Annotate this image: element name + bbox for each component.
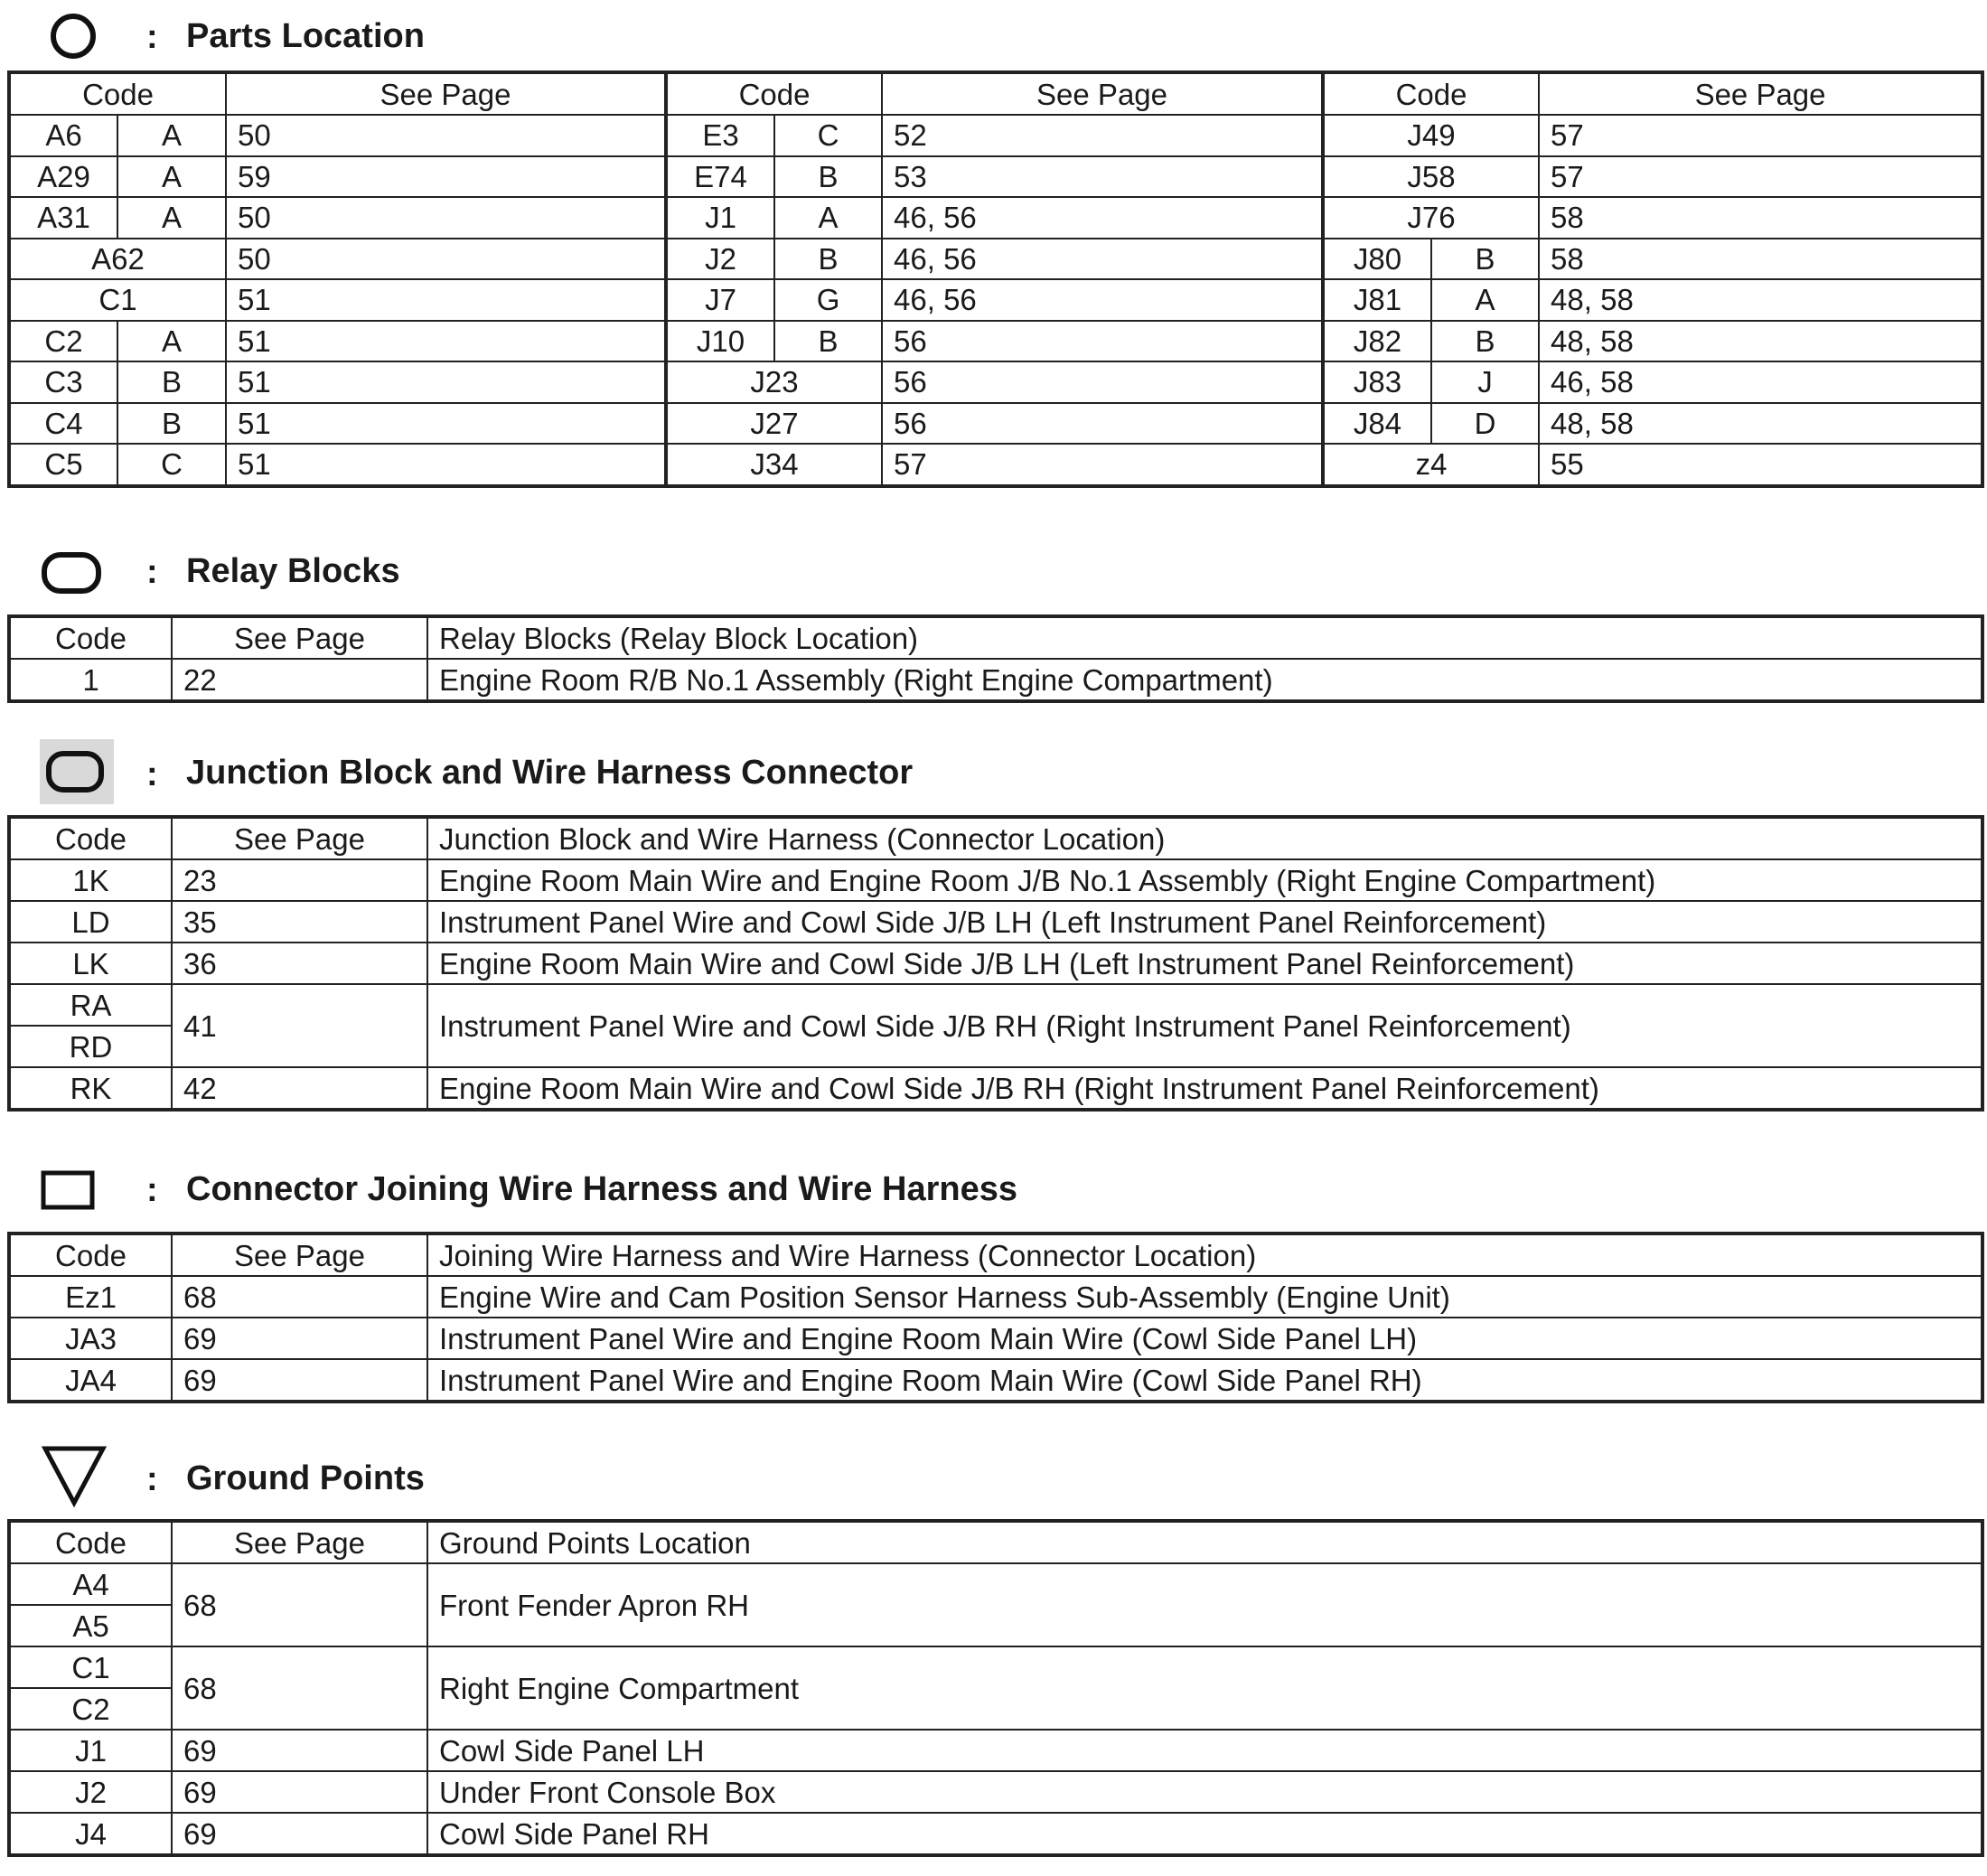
part-code: A6 — [9, 115, 117, 156]
header-code: Code — [9, 1233, 172, 1276]
see-page-value: 50 — [226, 197, 666, 239]
part-sub-code: A — [117, 197, 226, 239]
part-sub-code: G — [774, 279, 882, 321]
part-code: J49 — [1323, 115, 1539, 156]
part-sub-code: C — [774, 115, 882, 156]
section-title: Parts Location — [186, 17, 425, 55]
header-code: Code — [9, 616, 172, 659]
see-page-value: 36 — [172, 943, 427, 984]
see-page-value: 46, 56 — [882, 239, 1323, 280]
part-code: E3 — [666, 115, 774, 156]
table-row — [9, 1318, 1982, 1359]
row-code: A5 — [9, 1605, 172, 1646]
table-header-row — [9, 616, 1982, 659]
location-description: Engine Room Main Wire and Cowl Side J/B RH (Right Instrument Panel Reinforcement) — [427, 1067, 1982, 1110]
see-page-value: 56 — [882, 321, 1323, 362]
part-code: C4 — [9, 403, 117, 445]
see-page-value: 51 — [226, 403, 666, 445]
header-code: Code — [666, 72, 882, 115]
relay-blocks-heading — [0, 535, 1987, 616]
header-see-page: See Page — [1539, 72, 1982, 115]
see-page-value: 51 — [226, 279, 666, 321]
header-see-page: See Page — [172, 1521, 427, 1563]
see-page-value: 69 — [172, 1771, 427, 1813]
header-location: Joining Wire Harness and Wire Harness (Connector Location) — [427, 1233, 1982, 1276]
row-code: 1 — [9, 659, 172, 701]
heading-colon: : — [146, 553, 158, 591]
part-sub-code: B — [774, 156, 882, 198]
part-sub-code: B — [117, 403, 226, 445]
see-page-value: 41 — [172, 984, 427, 1067]
part-code: C5 — [9, 444, 117, 486]
location-description: Instrument Panel Wire and Cowl Side J/B LH (Left Instrument Panel Reinforcement) — [427, 901, 1982, 943]
relay-blocks-table — [7, 614, 1984, 703]
table-row — [9, 1359, 1982, 1402]
see-page-value: 46, 58 — [1539, 361, 1982, 403]
see-page-value: 69 — [172, 1359, 427, 1402]
table-row — [9, 361, 1982, 403]
table-row — [9, 444, 1982, 486]
connector-heading — [0, 1153, 1987, 1234]
table-row — [9, 239, 1982, 280]
table-row — [9, 943, 1982, 984]
header-see-page: See Page — [172, 817, 427, 859]
location-description: Front Fender Apron RH — [427, 1563, 1982, 1646]
row-code: JA3 — [9, 1318, 172, 1359]
header-location: Junction Block and Wire Harness (Connector Location) — [427, 817, 1982, 859]
location-description: Instrument Panel Wire and Engine Room Main Wire (Cowl Side Panel LH) — [427, 1318, 1982, 1359]
table-row — [9, 901, 1982, 943]
table-header-row — [9, 817, 1982, 859]
rounded-rect-icon — [40, 535, 114, 609]
part-sub-code: A — [774, 197, 882, 239]
part-code: J23 — [666, 361, 882, 403]
heading-colon: : — [146, 755, 158, 793]
row-code: J4 — [9, 1813, 172, 1855]
row-code: RA — [9, 984, 172, 1026]
see-page-value: 51 — [226, 321, 666, 362]
table-row — [9, 1771, 1982, 1813]
part-code: A31 — [9, 197, 117, 239]
location-description: Under Front Console Box — [427, 1771, 1982, 1813]
see-page-value: 59 — [226, 156, 666, 198]
see-page-value: 42 — [172, 1067, 427, 1110]
location-description: Engine Room R/B No.1 Assembly (Right Engine Compartment) — [427, 659, 1982, 701]
row-code: RK — [9, 1067, 172, 1110]
circle-icon — [40, 0, 114, 74]
see-page-value: 68 — [172, 1276, 427, 1318]
part-code: J76 — [1323, 197, 1539, 239]
part-code: J82 — [1323, 321, 1431, 362]
table-row — [9, 197, 1982, 239]
part-sub-code: B — [774, 239, 882, 280]
see-page-value: 68 — [172, 1646, 427, 1730]
table-row — [9, 1813, 1982, 1855]
row-code: J1 — [9, 1730, 172, 1771]
row-code: J2 — [9, 1771, 172, 1813]
see-page-value: 35 — [172, 901, 427, 943]
header-see-page: See Page — [226, 72, 666, 115]
header-code: Code — [9, 817, 172, 859]
location-description: Right Engine Compartment — [427, 1646, 1982, 1730]
header-code: Code — [9, 72, 226, 115]
part-sub-code: B — [117, 361, 226, 403]
header-see-page: See Page — [172, 616, 427, 659]
part-code: E74 — [666, 156, 774, 198]
row-code: 1K — [9, 859, 172, 901]
triangle-down-icon — [40, 1441, 114, 1515]
junction-block-icon — [40, 739, 114, 813]
section-title: Relay Blocks — [186, 552, 400, 590]
heading-colon: : — [146, 1171, 158, 1209]
row-code: JA4 — [9, 1359, 172, 1402]
part-sub-code: B — [774, 321, 882, 362]
row-code: A4 — [9, 1563, 172, 1605]
part-code: J2 — [666, 239, 774, 280]
header-code: Code — [9, 1521, 172, 1563]
table-header-row — [9, 1233, 1982, 1276]
ground-points-heading — [0, 1441, 1987, 1523]
section-title: Connector Joining Wire Harness and Wire Harness — [186, 1170, 1017, 1208]
header-see-page: See Page — [172, 1233, 427, 1276]
location-description: Engine Wire and Cam Position Sensor Harness Sub-Assembly (Engine Unit) — [427, 1276, 1982, 1318]
see-page-value: 23 — [172, 859, 427, 901]
junction-block-table — [7, 815, 1984, 1112]
see-page-value: 46, 56 — [882, 279, 1323, 321]
see-page-value: 50 — [226, 115, 666, 156]
part-sub-code: A — [1431, 279, 1539, 321]
see-page-value: 48, 58 — [1539, 321, 1982, 362]
table-row — [9, 279, 1982, 321]
part-sub-code: A — [117, 321, 226, 362]
see-page-value: 57 — [882, 444, 1323, 486]
part-code: J1 — [666, 197, 774, 239]
section-title: Junction Block and Wire Harness Connector — [186, 754, 914, 792]
location-description: Instrument Panel Wire and Cowl Side J/B RH (Right Instrument Panel Reinforcement) — [427, 984, 1982, 1067]
see-page-value: 46, 56 — [882, 197, 1323, 239]
part-code: J84 — [1323, 403, 1431, 445]
location-description: Engine Room Main Wire and Cowl Side J/B LH (Left Instrument Panel Reinforcement) — [427, 943, 1982, 984]
row-code: C2 — [9, 1688, 172, 1730]
see-page-value: 22 — [172, 659, 427, 701]
see-page-value: 48, 58 — [1539, 279, 1982, 321]
row-code: LD — [9, 901, 172, 943]
header-location: Relay Blocks (Relay Block Location) — [427, 616, 1982, 659]
see-page-value: 68 — [172, 1563, 427, 1646]
row-code: LK — [9, 943, 172, 984]
part-code: z4 — [1323, 444, 1539, 486]
junction-block-heading — [0, 739, 1987, 821]
location-description: Cowl Side Panel LH — [427, 1730, 1982, 1771]
table-row — [9, 1067, 1982, 1110]
part-code: A29 — [9, 156, 117, 198]
part-code: C1 — [9, 279, 226, 321]
part-code: A62 — [9, 239, 226, 280]
see-page-value: 57 — [1539, 156, 1982, 198]
part-code: J34 — [666, 444, 882, 486]
location-description: Instrument Panel Wire and Engine Room Main Wire (Cowl Side Panel RH) — [427, 1359, 1982, 1402]
part-sub-code: C — [117, 444, 226, 486]
header-see-page: See Page — [882, 72, 1323, 115]
header-location: Ground Points Location — [427, 1521, 1982, 1563]
row-code: Ez1 — [9, 1276, 172, 1318]
table-row — [9, 1276, 1982, 1318]
part-code: J81 — [1323, 279, 1431, 321]
parts-location-heading — [0, 0, 1987, 81]
part-code: C2 — [9, 321, 117, 362]
part-code: J10 — [666, 321, 774, 362]
row-code: RD — [9, 1026, 172, 1067]
see-page-value: 53 — [882, 156, 1323, 198]
heading-colon: : — [146, 18, 158, 56]
rectangle-icon — [40, 1153, 114, 1227]
part-sub-code: A — [117, 156, 226, 198]
ground-points-table — [7, 1519, 1984, 1857]
see-page-value: 69 — [172, 1813, 427, 1855]
table-row — [9, 115, 1982, 156]
see-page-value: 56 — [882, 403, 1323, 445]
part-sub-code: B — [1431, 239, 1539, 280]
table-header-row — [9, 1521, 1982, 1563]
part-code: J80 — [1323, 239, 1431, 280]
table-row — [9, 1563, 1982, 1605]
table-row — [9, 321, 1982, 362]
table-row — [9, 984, 1982, 1026]
see-page-value: 51 — [226, 444, 666, 486]
see-page-value: 55 — [1539, 444, 1982, 486]
row-code: C1 — [9, 1646, 172, 1688]
part-code: J7 — [666, 279, 774, 321]
see-page-value: 48, 58 — [1539, 403, 1982, 445]
see-page-value: 58 — [1539, 197, 1982, 239]
part-sub-code: B — [1431, 321, 1539, 362]
location-description: Cowl Side Panel RH — [427, 1813, 1982, 1855]
see-page-value: 56 — [882, 361, 1323, 403]
see-page-value: 57 — [1539, 115, 1982, 156]
table-row — [9, 859, 1982, 901]
part-code: J27 — [666, 403, 882, 445]
see-page-value: 58 — [1539, 239, 1982, 280]
connector-joining-table — [7, 1232, 1984, 1403]
part-sub-code: A — [117, 115, 226, 156]
table-row — [9, 659, 1982, 701]
table-row — [9, 403, 1982, 445]
header-code: Code — [1323, 72, 1539, 115]
table-header-row — [9, 72, 1982, 115]
parts-location-table — [7, 70, 1984, 488]
table-row — [9, 1730, 1982, 1771]
see-page-value: 69 — [172, 1318, 427, 1359]
table-row — [9, 156, 1982, 198]
part-code: J83 — [1323, 361, 1431, 403]
part-sub-code: D — [1431, 403, 1539, 445]
part-code: J58 — [1323, 156, 1539, 198]
see-page-value: 50 — [226, 239, 666, 280]
part-sub-code: J — [1431, 361, 1539, 403]
see-page-value: 69 — [172, 1730, 427, 1771]
see-page-value: 51 — [226, 361, 666, 403]
part-code: C3 — [9, 361, 117, 403]
section-title: Ground Points — [186, 1459, 425, 1497]
table-row — [9, 1646, 1982, 1688]
see-page-value: 52 — [882, 115, 1323, 156]
heading-colon: : — [146, 1460, 158, 1498]
location-description: Engine Room Main Wire and Engine Room J/B No.1 Assembly (Right Engine Compartment) — [427, 859, 1982, 901]
